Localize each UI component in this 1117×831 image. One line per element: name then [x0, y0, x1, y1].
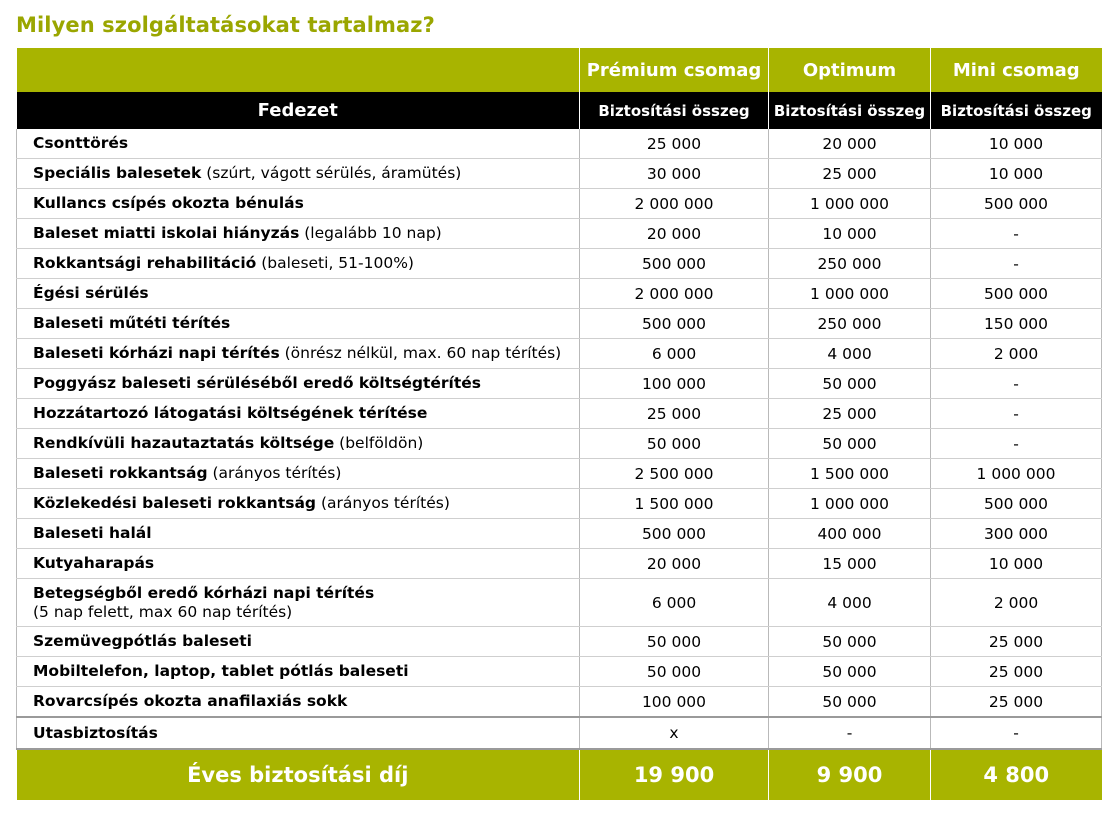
table-row [17, 219, 1102, 249]
value-premium: 20 000 [580, 549, 769, 579]
annual-fee-premium: 19 900 [580, 749, 769, 800]
value-mini: - [931, 718, 1102, 749]
coverage-name [17, 657, 580, 687]
value-mini: 25 000 [931, 627, 1102, 657]
annual-fee-optimum: 9 900 [769, 749, 931, 800]
coverage-title: Rendkívüli hazautaztatás költsége [33, 434, 335, 452]
value-mini: 10 000 [931, 159, 1102, 189]
value-optimum: 250 000 [769, 249, 931, 279]
value-mini: 2 000 [931, 339, 1102, 369]
value-mini: 10 000 [931, 549, 1102, 579]
table-row [17, 519, 1102, 549]
value-mini: - [931, 429, 1102, 459]
value-premium: 25 000 [580, 129, 769, 159]
coverage-note: (arányos térítés) [316, 494, 450, 512]
table-row [17, 489, 1102, 519]
coverage-title: Betegségből eredő kórházi napi térítés [33, 583, 375, 602]
coverage-name [17, 459, 580, 489]
coverage-title: Rokkantsági rehabilitáció [33, 254, 257, 272]
coverage-name [17, 189, 580, 219]
value-optimum: 25 000 [769, 159, 931, 189]
value-optimum: 50 000 [769, 429, 931, 459]
coverage-title: Csonttörés [33, 134, 129, 152]
value-premium: 25 000 [580, 399, 769, 429]
value-optimum: 1 000 000 [769, 189, 931, 219]
value-mini: 500 000 [931, 489, 1102, 519]
annual-fee-label: Éves biztosítási díj [17, 749, 580, 800]
value-premium: 1 500 000 [580, 489, 769, 519]
table-row [17, 579, 1102, 627]
value-premium: 100 000 [580, 687, 769, 718]
value-mini: 500 000 [931, 189, 1102, 219]
table-row [17, 369, 1102, 399]
value-premium: 500 000 [580, 249, 769, 279]
value-optimum: 50 000 [769, 627, 931, 657]
coverage-name [17, 549, 580, 579]
value-mini: - [931, 219, 1102, 249]
coverage-title: Kullancs csípés okozta bénulás [33, 194, 304, 212]
value-premium: 2 000 000 [580, 279, 769, 309]
coverage-title: Mobiltelefon, laptop, tablet pótlás baleseti [33, 662, 409, 680]
coverage-title: Égési sérülés [33, 284, 149, 302]
page-title: Milyen szolgáltatásokat tartalmaz? [16, 13, 435, 37]
table-row [17, 718, 1102, 749]
coverage-name [17, 309, 580, 339]
package-optimum: Optimum [769, 48, 931, 92]
table-row [17, 189, 1102, 219]
coverage-name [17, 249, 580, 279]
coverage-note: (5 nap felett, max 60 nap térítés) [33, 602, 293, 621]
value-optimum: 4 000 [769, 579, 931, 627]
coverage-title: Poggyász baleseti sérüléséből eredő költségtérítés [33, 374, 482, 392]
package-header-row [17, 48, 1102, 92]
table-row [17, 159, 1102, 189]
value-premium: 500 000 [580, 309, 769, 339]
value-optimum: 400 000 [769, 519, 931, 549]
value-mini: 25 000 [931, 687, 1102, 718]
coverage-name [17, 718, 580, 749]
value-optimum: 10 000 [769, 219, 931, 249]
coverage-name [17, 519, 580, 549]
table-row [17, 129, 1102, 159]
value-optimum: 50 000 [769, 687, 931, 718]
table-row [17, 429, 1102, 459]
value-optimum: 15 000 [769, 549, 931, 579]
coverage-table [16, 48, 1102, 800]
value-mini: - [931, 369, 1102, 399]
coverage-name [17, 429, 580, 459]
value-optimum: 50 000 [769, 657, 931, 687]
coverage-name [17, 369, 580, 399]
value-premium: 6 000 [580, 579, 769, 627]
value-premium: 50 000 [580, 429, 769, 459]
coverage-name [17, 279, 580, 309]
value-optimum: 1 500 000 [769, 459, 931, 489]
value-premium: 30 000 [580, 159, 769, 189]
value-optimum: 50 000 [769, 369, 931, 399]
coverage-title: Baleset miatti iskolai hiányzás [33, 224, 300, 242]
value-mini: 1 000 000 [931, 459, 1102, 489]
value-premium: 50 000 [580, 627, 769, 657]
value-mini: 25 000 [931, 657, 1102, 687]
package-mini: Mini csomag [931, 48, 1102, 92]
coverage-title: Baleseti műtéti térítés [33, 314, 231, 332]
value-premium: 20 000 [580, 219, 769, 249]
coverage-title: Kutyaharapás [33, 554, 155, 572]
column-header-row [17, 92, 1102, 129]
value-premium: x [580, 718, 769, 749]
value-optimum: 4 000 [769, 339, 931, 369]
value-mini: - [931, 399, 1102, 429]
coverage-header: Fedezet [17, 92, 580, 129]
table-row [17, 687, 1102, 718]
table-row [17, 627, 1102, 657]
value-premium: 2 000 000 [580, 189, 769, 219]
value-premium: 2 500 000 [580, 459, 769, 489]
table-row [17, 399, 1102, 429]
table-row [17, 339, 1102, 369]
sum-header-mini: Biztosítási összeg [931, 92, 1102, 129]
value-mini: 10 000 [931, 129, 1102, 159]
sum-header-premium: Biztosítási összeg [580, 92, 769, 129]
coverage-title: Szemüvegpótlás baleseti [33, 632, 252, 650]
coverage-note: (baleseti, 51-100%) [256, 254, 414, 272]
value-optimum: 1 000 000 [769, 279, 931, 309]
coverage-note: (arányos térítés) [207, 464, 342, 482]
coverage-name [17, 399, 580, 429]
value-optimum: 1 000 000 [769, 489, 931, 519]
value-premium: 100 000 [580, 369, 769, 399]
value-mini: 500 000 [931, 279, 1102, 309]
coverage-name [17, 627, 580, 657]
coverage-name [17, 219, 580, 249]
package-header-empty [17, 48, 580, 92]
coverage-note: (legalább 10 nap) [299, 224, 442, 242]
value-premium: 500 000 [580, 519, 769, 549]
coverage-name [17, 489, 580, 519]
value-mini: 2 000 [931, 579, 1102, 627]
value-mini: 150 000 [931, 309, 1102, 339]
table-row [17, 309, 1102, 339]
value-mini: - [931, 249, 1102, 279]
value-optimum: 20 000 [769, 129, 931, 159]
value-optimum: - [769, 718, 931, 749]
coverage-note: (szúrt, vágott sérülés, áramütés) [201, 164, 462, 182]
value-premium: 50 000 [580, 657, 769, 687]
table-row [17, 657, 1102, 687]
coverage-note: (önrész nélkül, max. 60 nap térítés) [279, 344, 562, 362]
coverage-title: Speciális balesetek [33, 164, 202, 182]
coverage-title: Utasbiztosítás [33, 723, 158, 742]
coverage-title: Baleseti halál [33, 524, 152, 542]
table-row [17, 549, 1102, 579]
coverage-title: Hozzátartozó látogatási költségének térítése [33, 404, 428, 422]
coverage-name [17, 129, 580, 159]
coverage-title: Közlekedési baleseti rokkantság [33, 494, 317, 512]
coverage-name [17, 579, 580, 627]
value-optimum: 25 000 [769, 399, 931, 429]
package-premium: Prémium csomag [580, 48, 769, 92]
coverage-title: Rovarcsípés okozta anafilaxiás sokk [33, 692, 348, 710]
coverage-title: Baleseti rokkantság [33, 464, 208, 482]
table-row [17, 249, 1102, 279]
coverage-name [17, 687, 580, 718]
coverage-title: Baleseti kórházi napi térítés [33, 344, 280, 362]
coverage-note: (belföldön) [334, 434, 424, 452]
annual-fee-row [17, 749, 1102, 800]
value-premium: 6 000 [580, 339, 769, 369]
table-row [17, 279, 1102, 309]
value-optimum: 250 000 [769, 309, 931, 339]
table-row [17, 459, 1102, 489]
sum-header-optimum: Biztosítási összeg [769, 92, 931, 129]
coverage-name [17, 159, 580, 189]
coverage-name [17, 339, 580, 369]
value-mini: 300 000 [931, 519, 1102, 549]
annual-fee-mini: 4 800 [931, 749, 1102, 800]
